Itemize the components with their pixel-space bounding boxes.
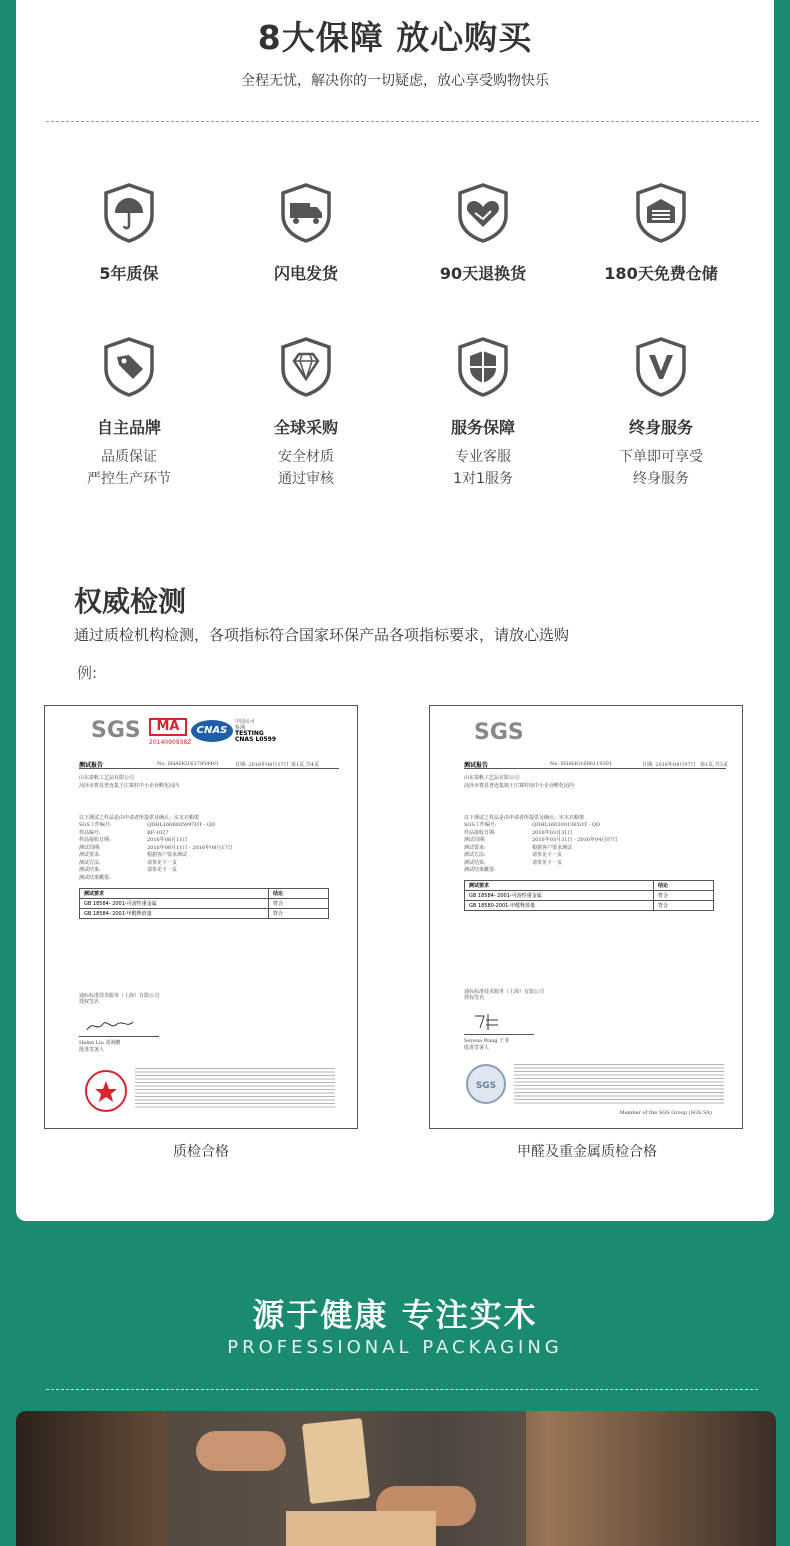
- section-subtitle: PROFESSIONAL PACKAGING: [227, 1337, 563, 1358]
- table-cell: GB 18584- 2001-可溶性重金属: [465, 891, 654, 901]
- field-label: 样品接收日期:: [79, 837, 111, 843]
- cnas-text: 检测: [235, 725, 246, 731]
- approver: 批准签署人: [464, 1045, 490, 1051]
- cnas-code: CNAS L0599: [235, 736, 277, 743]
- field-label: 测试方法:: [464, 852, 486, 858]
- guarantee-card: [16, 0, 774, 1221]
- table-header: 结论: [269, 889, 329, 899]
- report-date: 日期: 2016年04月07日: [642, 762, 696, 768]
- table-cell: 符合: [654, 891, 714, 901]
- field-value: 2016年08月11日: [147, 837, 188, 843]
- footer-note: Member of the SGS Group (SGS SA): [619, 1110, 712, 1116]
- page-title: 8大保障 放心购买: [257, 18, 533, 57]
- feature-title: 全球采购: [273, 418, 338, 437]
- table-header: 测试要求: [465, 881, 654, 891]
- table-cell: GB 18580-2001-甲醛释放量: [465, 901, 654, 911]
- feature-desc: 1对1服务: [453, 471, 513, 487]
- feature-desc: 品质保证: [101, 449, 157, 465]
- wooden-block: [302, 1418, 370, 1504]
- field-value: 2016年03月31日: [532, 829, 573, 836]
- cnas-text: 中国认可: [235, 719, 256, 725]
- report-pages: 第1页,共3页: [700, 762, 728, 768]
- ma-mark: MA: [149, 718, 187, 736]
- table-header: 测试要求: [80, 889, 269, 899]
- sgs-seal: [464, 1062, 508, 1106]
- svg-text:SGS: SGS: [475, 1081, 497, 1091]
- field-label: 测试要求:: [79, 852, 101, 858]
- feature-title: 自主品牌: [96, 418, 161, 437]
- field-label: 测试结果概要:: [79, 874, 111, 881]
- report-no: No. SHAHG1606119301: [550, 761, 613, 767]
- fine-print: [514, 1064, 724, 1104]
- feature-lifetime: [571, 337, 751, 490]
- report-title: 测试报告: [79, 762, 104, 769]
- field-label: SGS工作编号:: [464, 822, 497, 828]
- feature-fast-delivery: [216, 183, 396, 284]
- wood-piece: [286, 1511, 436, 1546]
- field-value: 请参见下一页: [532, 852, 563, 858]
- report-date: 日期: 2016年08月17日: [235, 762, 289, 768]
- signer: Serena Wang 王菲: [464, 1038, 510, 1044]
- feature-desc: 终身服务: [633, 471, 689, 487]
- company: 山东泰帆工艺品有限公司: [79, 775, 135, 781]
- feature-title: 服务保障: [450, 418, 515, 437]
- field-label: 测试周期:: [464, 837, 486, 843]
- cnas-logo: CNAS: [191, 720, 233, 742]
- intro: 以下测试之样品是由申请者所提供及确认：实木衣帽架: [79, 815, 200, 821]
- firm: 通标标准技术服务（上海）有限公司: [79, 993, 160, 999]
- approver: 批准签署人: [79, 1047, 105, 1053]
- report-title: 测试报告: [464, 762, 489, 769]
- inspection-title: 权威检测: [74, 585, 187, 618]
- feature-title: 90天退换货: [439, 264, 527, 283]
- field-value: 请参见下一页: [147, 859, 178, 866]
- page-subtitle: 全程无忧，解决你的一切疑虑，放心享受购物快乐: [241, 73, 549, 89]
- diamond-icon: [280, 337, 332, 397]
- company: 山东泰帆工艺品有限公司: [464, 775, 520, 781]
- feature-desc: 专业客服: [455, 449, 511, 465]
- table-cell: 符合: [269, 909, 329, 919]
- hand: [196, 1431, 286, 1471]
- delivery-truck-icon: [280, 183, 332, 243]
- field-value: RF-1027: [147, 829, 169, 836]
- divider: [46, 1389, 758, 1390]
- field-label: 测试结果:: [79, 867, 101, 873]
- field-value: QDHL1603001365OT - QD: [532, 822, 601, 828]
- section-title: 源于健康 专注实木: [252, 1296, 538, 1334]
- warehouse-icon: [635, 183, 687, 243]
- sgs-logo: SGS: [91, 718, 141, 743]
- auth-sign: 授权签名: [79, 999, 100, 1005]
- report-no: No. SHAHG1617854401: [157, 761, 220, 767]
- field-value: 2016年08月11日 - 2016年08月17日: [147, 844, 233, 851]
- cnas-text: TESTING: [235, 730, 264, 737]
- field-label: 样品编号:: [79, 829, 101, 836]
- handshake-heart-icon: [457, 183, 509, 243]
- result-table: [464, 880, 714, 911]
- auth-sign: 授权签名: [464, 995, 485, 1001]
- report-pages: 第1页,共4页: [291, 762, 319, 768]
- feature-storage: [571, 183, 751, 284]
- test-report-image: [44, 705, 358, 1129]
- table-cell: GB 18584- 2001-可溶性重金属: [80, 899, 269, 909]
- table-cell: 符合: [269, 899, 329, 909]
- field-label: 测试要求:: [464, 844, 486, 851]
- field-label: 测试结果:: [464, 859, 486, 866]
- feature-title: 终身服务: [628, 418, 693, 437]
- feature-title: 闪电发货: [273, 264, 338, 283]
- ma-code: 2014090938Z: [149, 739, 192, 746]
- field-value: 根据客户要求测试: [532, 844, 573, 851]
- field-value: 根据客户要求测试: [147, 852, 188, 858]
- feature-desc: 通过审核: [278, 471, 334, 487]
- sgs-logo: SGS: [474, 720, 524, 745]
- field-value: 请参见下一页: [147, 867, 178, 873]
- feature-global-sourcing: [216, 337, 396, 490]
- shield-check-icon: [457, 337, 509, 397]
- craftsman-photo: [16, 1411, 776, 1546]
- result-table: [79, 888, 329, 919]
- field-value: QDHL1608005897OT - QD: [147, 822, 216, 828]
- feature-service: [393, 337, 573, 490]
- address: 菏泽市曹县普连集镇王庄寨村南中小企业孵化园内: [464, 783, 575, 789]
- field-label: 测试方法:: [79, 859, 101, 866]
- field-label: SGS工作编号:: [79, 822, 112, 828]
- feature-warranty: [39, 183, 219, 284]
- test-report-image: [429, 705, 743, 1129]
- table-header: 结论: [654, 881, 714, 891]
- feature-own-brand: [39, 337, 219, 490]
- divider: [46, 121, 759, 122]
- table-cell: 符合: [654, 901, 714, 911]
- document-caption: 质检合格: [173, 1144, 229, 1160]
- signer: Helen Liu 刘海鹏: [79, 1040, 121, 1046]
- feature-desc: 严控生产环节: [87, 471, 171, 487]
- field-label: 测试周期:: [79, 844, 101, 851]
- field-label: 测试结果概要:: [464, 867, 496, 873]
- feature-return: [393, 183, 573, 284]
- inspection-description: 通过质检机构检测，各项指标符合国家环保产品各项指标要求，请放心选购: [74, 626, 570, 644]
- letter-v-icon: [635, 337, 687, 397]
- umbrella-icon: [103, 183, 155, 243]
- signature: [85, 1016, 135, 1036]
- official-seal: [83, 1068, 129, 1114]
- firm: 通标标准技术服务（上海）有限公司: [464, 989, 545, 995]
- intro: 以下测试之样品是由申请者所提供及确认：实木衣帽架: [464, 815, 585, 821]
- feature-desc: 安全材质: [278, 449, 334, 465]
- field-value: 2016年03月31日 - 2016年04月07日: [532, 837, 618, 843]
- feature-title: 5年质保: [99, 264, 159, 283]
- feature-title: 180天免费仓储: [604, 264, 718, 283]
- example-label: 例:: [77, 664, 98, 682]
- field-value: 请参见下一页: [532, 859, 563, 866]
- address: 菏泽市曹县普连集王庄寨村中小企业孵化园内: [79, 783, 180, 789]
- table-cell: GB 18584- 2001-甲醛释放量: [80, 909, 269, 919]
- feature-desc: 下单即可享受: [619, 449, 703, 465]
- fine-print: [135, 1068, 335, 1108]
- field-label: 样品接收日期:: [464, 829, 496, 836]
- document-caption: 甲醛及重金属质检合格: [517, 1144, 657, 1160]
- price-tag-icon: [103, 337, 155, 397]
- signature: [472, 1010, 502, 1032]
